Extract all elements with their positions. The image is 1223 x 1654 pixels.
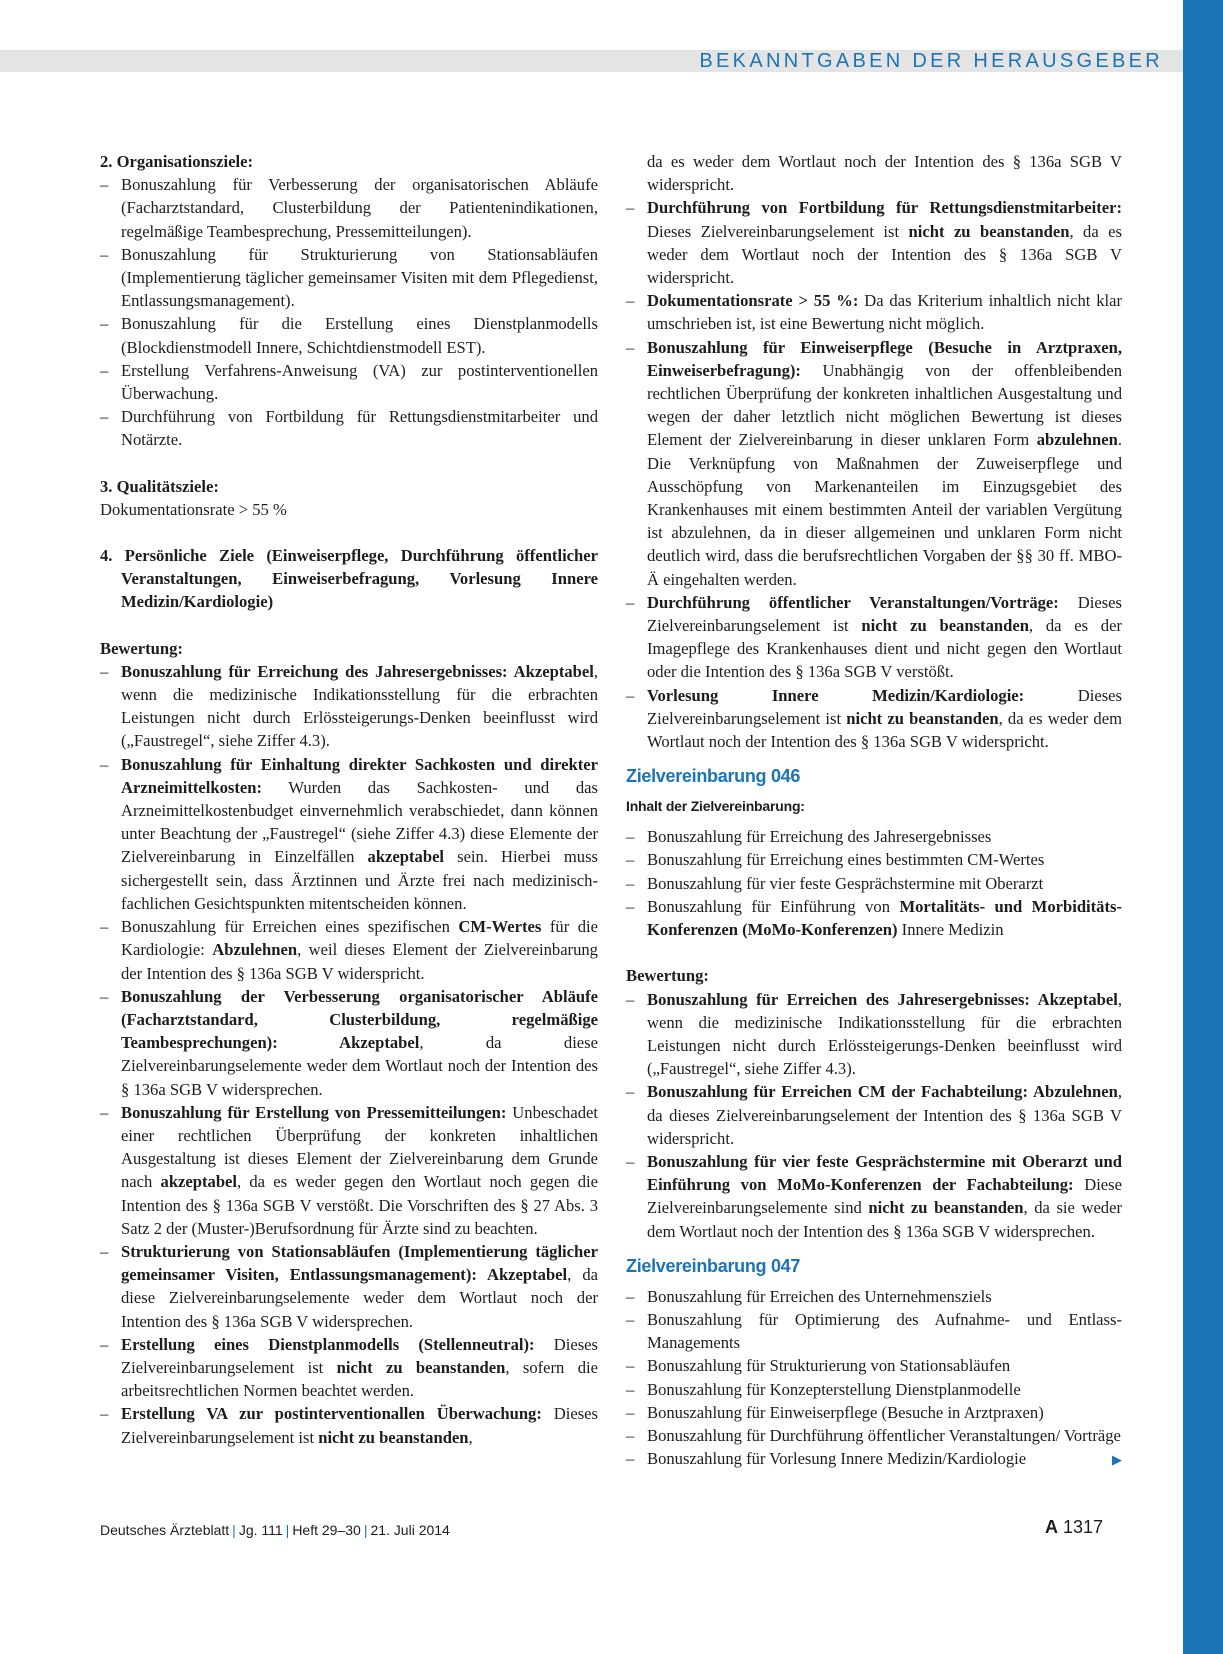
right-column bbox=[626, 150, 1122, 1472]
z047-heading: Zielvereinbarung 047 bbox=[626, 1255, 801, 1276]
list-item: – Bonuszahlung für vier feste Gesprächstermine mit Oberarzt und Einführung von MoMo-Konferenzen der Fachabteilung: Diese Zielvereinbarungselemente sind nicht zu beanstanden, da sie weder dem Wortlaut noch der Intention des § 136a SGB V widersprechen. bbox=[626, 1151, 1122, 1241]
section-title: BEKANNTGABEN DER HERAUSGEBER bbox=[699, 50, 1163, 72]
list-item: – Bonuszahlung für Erreichen des Jahresergebnisses: Akzeptabel, wenn die medizinische Indikationsstellung für die erbrachten Leistungen nicht durch Erlössteigerungs-Denken beeinflusst wird („Faustregel“, siehe Ziffer 4.3). bbox=[626, 989, 1122, 1079]
list-item: – Strukturierung von Stationsabläufen (Implementierung täglicher gemeinsamer Visiten, Entlassungsmanagement): Akzeptabel, da diese Zielvereinbarungselemente weder dem Wortlaut noch der Intention des § 136a SGB V widersprechen. bbox=[100, 1241, 598, 1331]
list-item: – Durchführung von Fortbildung für Rettungsdienstmitarbeiter und Notärzte. bbox=[100, 407, 598, 450]
qual-text: Dokumentationsrate > 55 % bbox=[100, 499, 287, 519]
left-column bbox=[100, 150, 598, 1449]
list-item: – Erstellung Verfahrens-Anweisung (VA) zur postinterventionellen Überwachung. bbox=[100, 360, 598, 404]
list-item: – Bonuszahlung für Vorlesung Innere Medizin/Kardiologie ▶ bbox=[626, 1447, 1122, 1470]
list-item: – Bonuszahlung für Erreichen CM der Fachabteilung: Abzulehnen, da dieses Zielvereinbarungselement der Intention des § 136a SGB V widerspricht. bbox=[626, 1082, 1122, 1148]
list-item: – Bonuszahlung für Strukturierung von Stationsabläufen (Implementierung täglicher gemeinsamer Visiten mit dem Pflegedienst, Entlassungsmanagement). bbox=[100, 244, 598, 311]
issue: Heft 29–30 bbox=[292, 1522, 361, 1538]
list-item: – Bonuszahlung für Erreichung des Jahresergebnisses: Akzeptabel, wenn die medizinische Indikationsstellung für die erbrachten Leistungen nicht durch Erlössteigerungs-Denken beeinflusst wird („Faustregel“, siehe Ziffer 4.3). bbox=[100, 661, 598, 751]
triangle-right-icon: ▶ bbox=[1112, 1453, 1122, 1469]
z046-bew-list bbox=[626, 988, 1122, 1243]
list-item: – Durchführung öffentlicher Veranstaltungen/Vorträge: Dieses Zielvereinbarungselement ist nicht zu beanstanden, da es der Imagepflege des Krankenhauses dient und nicht gegen den Wortlaut oder die Intention des § 136a SGB V verstößt. bbox=[626, 592, 1122, 682]
continued-text: da es weder dem Wortlaut noch der Intention des § 136a SGB V widerspricht. bbox=[647, 152, 1122, 195]
list-item: – Bonuszahlung für Konzepterstellung Dienstplanmodelle bbox=[626, 1379, 1021, 1399]
bew-list bbox=[100, 660, 598, 1449]
list-item: – Erstellung VA zur postinterventionallen Überwachung: Dieses Zielvereinbarungselement ist nicht zu beanstanden, bbox=[100, 1404, 599, 1447]
list-item: – Bonuszahlung für Erreichen eines spezifischen CM-Wertes für die Kardiologie: Abzulehnen, weil dieses Element der Zielvereinbarung der Intention des § 136a SGB V widerspricht. bbox=[100, 917, 598, 983]
list-item: – Bonuszahlung für vier feste Gesprächstermine mit Oberarzt bbox=[626, 873, 1044, 893]
blue-side-bar bbox=[1183, 0, 1223, 1654]
list-item: – Bonuszahlung für Erreichen des Unternehmensziels bbox=[626, 1286, 992, 1306]
org-heading: 2. Organisationsziele: bbox=[100, 152, 254, 171]
right-bew-list bbox=[626, 196, 1122, 753]
list-item: – Bonuszahlung für Einweiserpflege (Besuche in Arztpraxen) bbox=[626, 1402, 1044, 1422]
list-item: – Bonuszahlung für Einhaltung direkter Sachkosten und direkter Arzneimittelkosten: Wurden das Sachkosten- und das Arzneimittelkostenbudget einvernehmlich verabschiedet, dann können unter Beachtung der „Faustregel“ (siehe Ziffer 4.3) diese Elemente der Zielvereinbarung in Einzelfällen akzeptabel sein. Hierbei muss sichergestellt sein, dass Ärztinnen und Ärzte frei nach medizinisch-fachlichen Gesichtspunkten mitentscheiden können. bbox=[100, 754, 598, 913]
date: 21. Juli 2014 bbox=[370, 1522, 450, 1538]
pers-heading: 4. Persönliche Ziele (Einweiserpflege, Durchführung öffentlicher Veranstaltungen, Einweiserbefragung, Vorlesung Innere Medizin/Kardiologie) bbox=[100, 546, 598, 612]
org-list bbox=[100, 173, 598, 451]
list-item: – Vorlesung Innere Medizin/Kardiologie: Dieses Zielvereinbarungselement ist nicht zu beanstanden, da es weder dem Wortlaut noch der Intention des § 136a SGB V widerspricht. bbox=[626, 685, 1122, 752]
page-number: A 1317 bbox=[1044, 1517, 1103, 1537]
footer: Deutsches Ärzteblatt | Jg. 111 | Heft 29–30 | 21. Juli 2014 bbox=[100, 1522, 450, 1538]
z046-list bbox=[626, 825, 1122, 941]
qual-heading: 3. Qualitätsziele: bbox=[100, 476, 219, 496]
list-item: – Bonuszahlung für Einführung von Mortalitäts- und Morbiditäts-Konferenzen (MoMo-Konferenzen) Innere Medizin bbox=[626, 896, 1122, 940]
list-item: – Erstellung eines Dienstplanmodells (Stellenneutral): Dieses Zielvereinbarungselement ist nicht zu beanstanden, sofern die arbeitsrechtlichen Normen beachtet werden. bbox=[100, 1334, 598, 1401]
journal-name: Deutsches Ärzteblatt bbox=[100, 1522, 230, 1538]
list-item: – Bonuszahlung für die Erstellung eines Dienstplanmodells (Blockdienstmodell Innere, Schichtdienstmodell EST). bbox=[100, 314, 598, 357]
list-item: – Dokumentationsrate > 55 %: Da das Kriterium inhaltlich nicht klar umschrieben ist, ist eine Bewertung nicht möglich. bbox=[626, 291, 1122, 334]
bew-heading: Bewertung: bbox=[100, 638, 183, 658]
z047-list bbox=[626, 1285, 1122, 1471]
list-item: – Bonuszahlung der Verbesserung organisatorischer Abläufe (Facharztstandard, Clusterbildung, regelmäßige Teambesprechungen): Akzeptabel, da diese Zielvereinbarungselemente weder dem Wortlaut noch der Intention des § 136a SGB V widersprechen. bbox=[100, 986, 598, 1099]
list-item: – Bonuszahlung für Strukturierung von Stationsabläufen bbox=[626, 1356, 1011, 1376]
list-item: – Bonuszahlung für Erreichung eines bestimmten CM-Wertes bbox=[626, 850, 1045, 870]
volume: Jg. 111 bbox=[238, 1522, 283, 1538]
z046-heading: Zielvereinbarung 046 bbox=[626, 766, 801, 787]
list-item: – Bonuszahlung für Erreichung des Jahresergebnisses bbox=[626, 827, 992, 847]
z046-subheading: Inhalt der Zielvereinbarung: bbox=[626, 798, 805, 815]
list-item: – Bonuszahlung für Durchführung öffentlicher Veranstaltungen/ Vorträge bbox=[626, 1425, 1121, 1445]
list-item: – Bonuszahlung für Erstellung von Pressemitteilungen: Unbeschadet einer rechtlichen Überprüfung der konkreten inhaltlichen Ausgestaltung ist dieses Element der Zielvereinbarung dem Grunde nach akzeptabel, da es weder gegen den Wortlaut noch gegen die Intention des § 136a SGB V verstößt. Die Vorschriften des § 27 Abs. 3 Satz 2 der (Muster-)Berufsordnung für Ärzte sind zu beachten. bbox=[100, 1102, 598, 1238]
list-item: – Bonuszahlung für Optimierung des Aufnahme- und Entlass-Managements bbox=[626, 1309, 1122, 1353]
list-item: – Bonuszahlung für Verbesserung der organisatorischen Abläufe (Facharztstandard, Clusterbildung der Patientenindikationen, regelmäßige Teambesprechung, Pressemitteilungen). bbox=[100, 175, 598, 241]
list-item: – Durchführung von Fortbildung für Rettungsdienstmitarbeiter: Dieses Zielvereinbarungselement ist nicht zu beanstanden, da es weder dem Wortlaut noch der Intention des § 136a SGB V widerspricht. bbox=[626, 198, 1122, 288]
list-item: – Bonuszahlung für Einweiserpflege (Besuche in Arztpraxen, Einweiserbefragung): Unabhängig von der offenbleibenden rechtlichen Überprüfung der konkreten inhaltlichen Ausgestaltung und wegen der daher letztlich nicht möglichen Bewertung ist dieses Element der Zielvereinbarung in dieser unklaren Form abzulehnen. Die Verknüpfung von Maßnahmen der Zuweiserpflege und Ausschöpfung von Markenanteilen im Einzugsgebiet des Krankenhauses mit einem bestimmten Anteil der variablen Vergütung ist abzulehnen, da in dieser allgemeinen und unklaren Form nicht deutlich wird, dass die berufsrechtlichen Vorgaben der §§ 30 ff. MBO-Ä eingehalten werden. bbox=[626, 337, 1122, 589]
z046-bew-heading: Bewertung: bbox=[626, 966, 709, 986]
